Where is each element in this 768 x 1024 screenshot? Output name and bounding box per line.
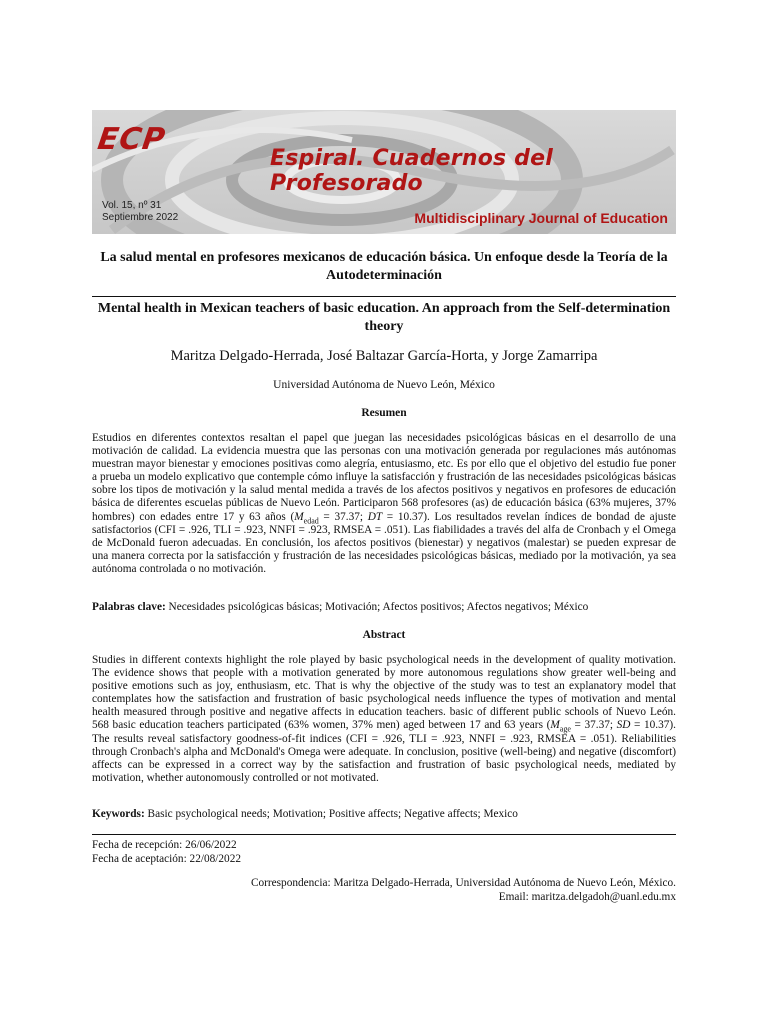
title-divider [92, 296, 676, 297]
correspondence [92, 876, 676, 904]
volume-label: Vol. 15, nº 31 [102, 200, 162, 211]
abstract-text: Studies in different contexts highlight the role played by basic psychological needs in the development of quality motivation. The evidence shows that people with a motivation generated by more autonomous regulations show greater well-being and positive emotions such as joy, enthusiasm, etc. That is why the objective of the study was to test an explanatory model that contemplates how the satisfaction and frustration of basic psychological needs influence the types of motivation and mental health measured through positive and negative affects in education teachers. basic of different public schools of Nuevo León. 568 basic education teachers participated (63% women, 37% men) aged between 17 and 63 years ($M_{age} = 37.37$; SD = 10.37). The results reveal satisfactory goodness-of-fit indices (CFI = .926, TLI = .923, NNFI = .923, RMSEA = .051). Reliabilities through Cronbach's alpha and McDonald's Omega were adequate. In conclusion, positive (well-being) and negative (discomfort) affects can be expressed in a correct way by the satisfaction and frustration of basic psychological needs, mediated by motivation, whether autonomously controlled or not motivated. [92, 654, 676, 784]
correspondence-email: Email: maritza.delgadoh@uanl.edu.mx [498, 891, 676, 903]
title-spanish: La salud mental en profesores mexicanos de educación básica. Un enfoque desde la Teoría de la Autodeterminación [100, 250, 668, 283]
affiliation: Universidad Autónoma de Nuevo León, México [273, 379, 495, 391]
article-dates [92, 838, 241, 866]
abstract-heading: Abstract [362, 629, 406, 641]
issue-info [102, 200, 178, 224]
author-list: Maritza Delgado-Herrada, José Baltazar García-Horta, y Jorge Zamarripa [170, 348, 598, 364]
issue-date: Septiembre 2022 [102, 212, 179, 223]
resumen-text: Estudios en diferentes contextos resaltan el papel que juegan las necesidades psicológicas básicas en el desarrollo de una motivación de calidad. La evidencia muestra que las personas con una motivación generada por regulaciones más autónomas muestran mayor bienestar y emociones positivas como alegría, entusiasmo, etc. Es por ello que el objetivo del estudio fue poner a prueba un modelo explicativo que contemple cómo influye la satisfacción y frustración de las necesidades psicológicas básicas sobre los tipos de motivación y la salud mental medida a través de los afectos positivos y negativos en profesores de educación básica de diferentes escuelas públicas de Nuevo León. Participaron 568 profesores (as) de educación básica (63% mujeres, 37% hombres) con edades entre 17 y 63 años ($M_{edad} = 37.37$; DT = 10.37). Los resultados revelan índices de bondad de ajuste satisfactorios (CFI = .926, TLI = .923, NNFI = .923, RMSEA = .051). Las fiabilidades a través del alfa de Cronbach y el Omega de McDonald fueron adecuadas. En conclusión, los afectos positivos (bienestar) y negativos (malestar) se pueden expresar de una manera correcta por la satisfacción y frustración de las necesidades psicológicas básicas, mediado por la motivación, ya sea autónoma controlada o no motivación. [92, 432, 676, 575]
footer-divider [92, 834, 676, 835]
abstract-keywords: Keywords: Basic psychological needs; Motivation; Positive affects; Negative affects; Mexico [92, 808, 518, 820]
resumen-heading: Resumen [361, 407, 407, 419]
journal-subtitle: Multidisciplinary Journal of Education [414, 210, 668, 226]
journal-title: Espiral. Cuadernos del Profesorado [270, 146, 553, 196]
correspondence-line: Correspondencia: Maritza Delgado-Herrada, Universidad Autónoma de Nuevo León, México. [250, 877, 676, 889]
journal-logo: ECP [95, 122, 168, 157]
title-english: Mental health in Mexican teachers of basic education. An approach from the Self-determination theory [97, 301, 671, 334]
received-date: Fecha de recepción: 26/06/2022 [92, 839, 237, 851]
journal-banner [92, 110, 676, 234]
accepted-date: Fecha de aceptación: 22/08/2022 [92, 853, 242, 865]
resumen-keywords: Palabras clave: Necesidades psicológicas básicas; Motivación; Afectos positivos; Afectos negativos; México [92, 601, 589, 613]
